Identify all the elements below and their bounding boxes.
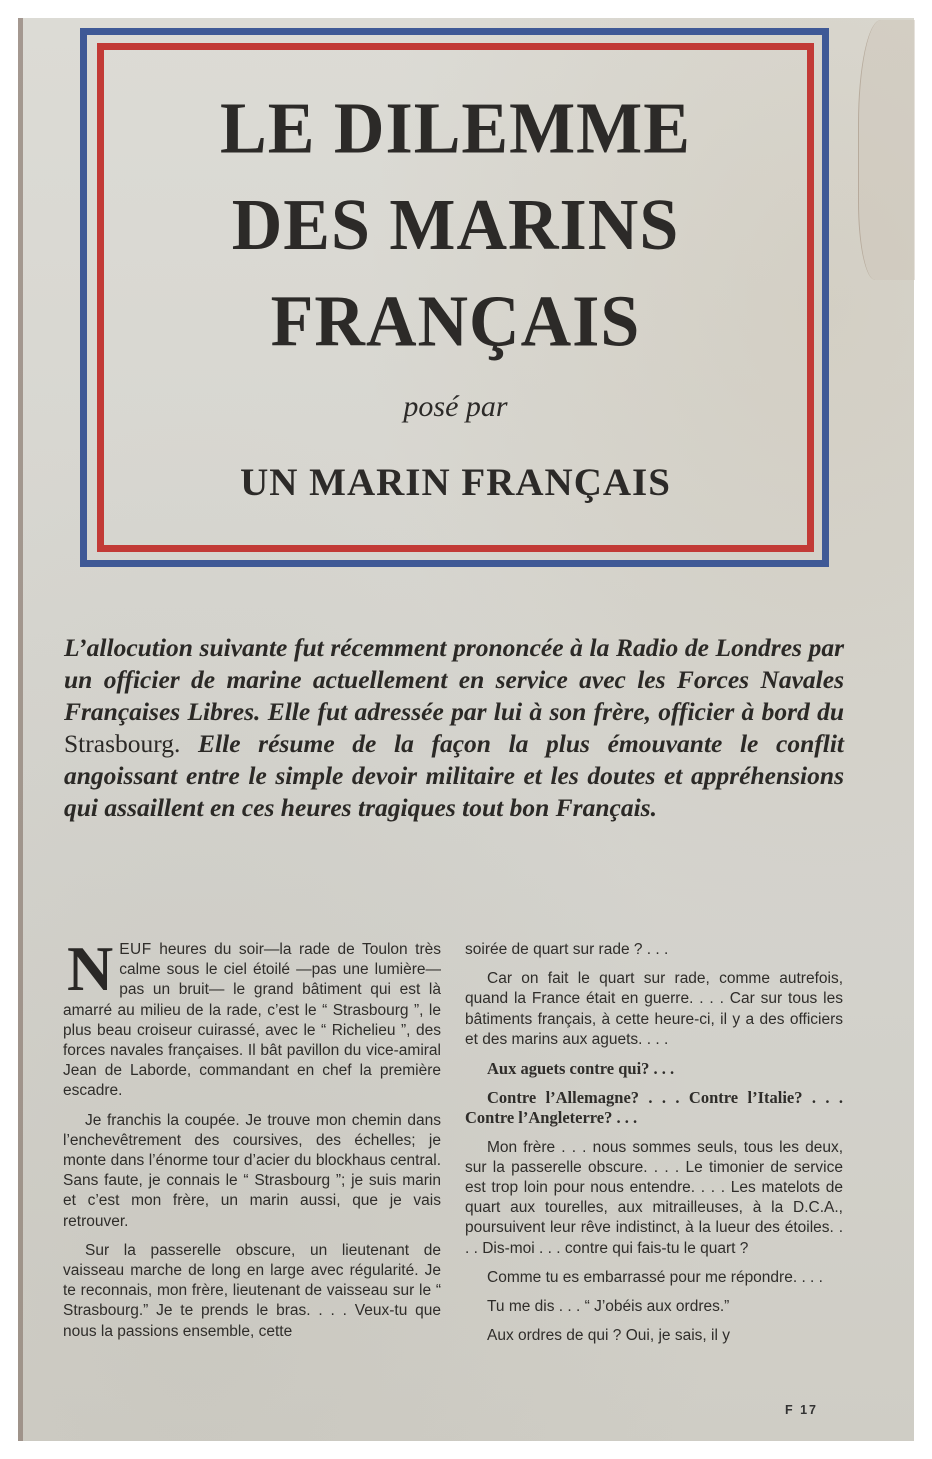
right-paragraph-1: soirée de quart sur rade ? . . . xyxy=(465,941,669,958)
drop-cap: N xyxy=(67,933,114,1004)
right-paragraph-6: Comme tu es embarrassé pour me répondre. . . . xyxy=(487,1268,823,1286)
right-paragraph-2: Car on fait le quart sur rade, comme autrefois, quand la France était en guerre. . . . Car sur tous les bâtiments français, à cette heure-ci, il y a des officiers et des marins aux aguets. . . . xyxy=(465,970,843,1048)
left-paragraph-1-text: heures du soir—la rade de Toulon très calme sous le ciel étoilé —pas une lumière—pas un bruit— le grand bâtiment qui est là amarré au milieu de la rade, c’est le “ Strasbourg ”, le plus beau croiseur cuirassé, avec le “ Richelieu ”, des forces navales françaises. Il bât pavillon du vice-amiral Jean de Laborde, commandant en chef la première escadre. xyxy=(63,941,441,1100)
intro-part-2: Elle résume de la façon la plus émouvante le conflit angoissant entre le simple devoir militaire et les doutes et appréhensions qui assaillent en ces heures tragiques tout bon Français. xyxy=(64,729,845,822)
left-column xyxy=(63,933,441,1351)
intro-ship-name: Strasbourg. xyxy=(64,729,181,758)
right-paragraph-7: Tu me dis . . . “ J’obéis aux ordres.” xyxy=(487,1298,730,1316)
intro-paragraph xyxy=(64,632,844,824)
footer-code: F 17 xyxy=(785,1403,819,1417)
author-name: UN MARIN FRANÇAIS xyxy=(240,461,671,504)
right-column xyxy=(465,940,843,1355)
left-paragraph-2: Je franchis la coupée. Je trouve mon chemin dans l’enchevêtrement des coursives, des échelles; je monte dans l’énorme tour d’acier du blockhaus central. Sans faute, je connais le “ Strasbourg ”; je suis marin et c’est mon frère, un marin aussi, que je vais retrouver. xyxy=(63,1111,441,1230)
right-paragraph-3: Aux aguets contre qui? . . . xyxy=(487,1059,675,1079)
intro-part-1: L’allocution suivante fut récemment prononcée à la Radio de Londres par un officier de marine actuellement en service avec les Forces Navales Françaises Libres. Elle fut adressée par lui à son frère, officier à bord du xyxy=(64,633,844,726)
right-paragraph-8: Aux ordres de qui ? Oui, je sais, il y xyxy=(487,1327,730,1345)
page-left-edge xyxy=(18,18,23,1441)
title-line-3: FRANÇAIS xyxy=(270,281,641,363)
right-paragraph-4: Contre l’Allemagne? . . . Contre l’Italie? . . . Contre l’Angleterre? . . . xyxy=(465,1088,843,1128)
left-paragraph-1 xyxy=(63,933,441,1102)
right-paragraph-5: Mon frère . . . nous sommes seuls, tous les deux, sur la passerelle obscure. . . . Le timonier de service est trop loin pour nous entendre. . . . Les matelots de quart aux tourelles, aux mitrailleuses, à la D.C.A., poursuivent leur rêve indistinct, à la lueur des étoiles. . . . Dis-moi . . . contre qui fais-tu le quart ? xyxy=(465,1138,843,1257)
byline-prefix: posé par xyxy=(403,390,508,423)
torn-paper-corner xyxy=(858,20,915,280)
document-title xyxy=(104,81,807,371)
lead-caps: EUF xyxy=(119,941,152,958)
title-line-2: DES MARINS xyxy=(231,185,680,266)
title-line-1: LE DILEMME xyxy=(220,88,691,170)
left-paragraph-3: Sur la passerelle obscure, un lieutenant de vaisseau marche de long en large avec régularité. Je te reconnais, mon frère, lieutenant de vaisseau sur le “ Strasbourg.” Je te prends le bras. . . . Veux-tu que nous la passions ensemble, cette xyxy=(63,1241,441,1340)
